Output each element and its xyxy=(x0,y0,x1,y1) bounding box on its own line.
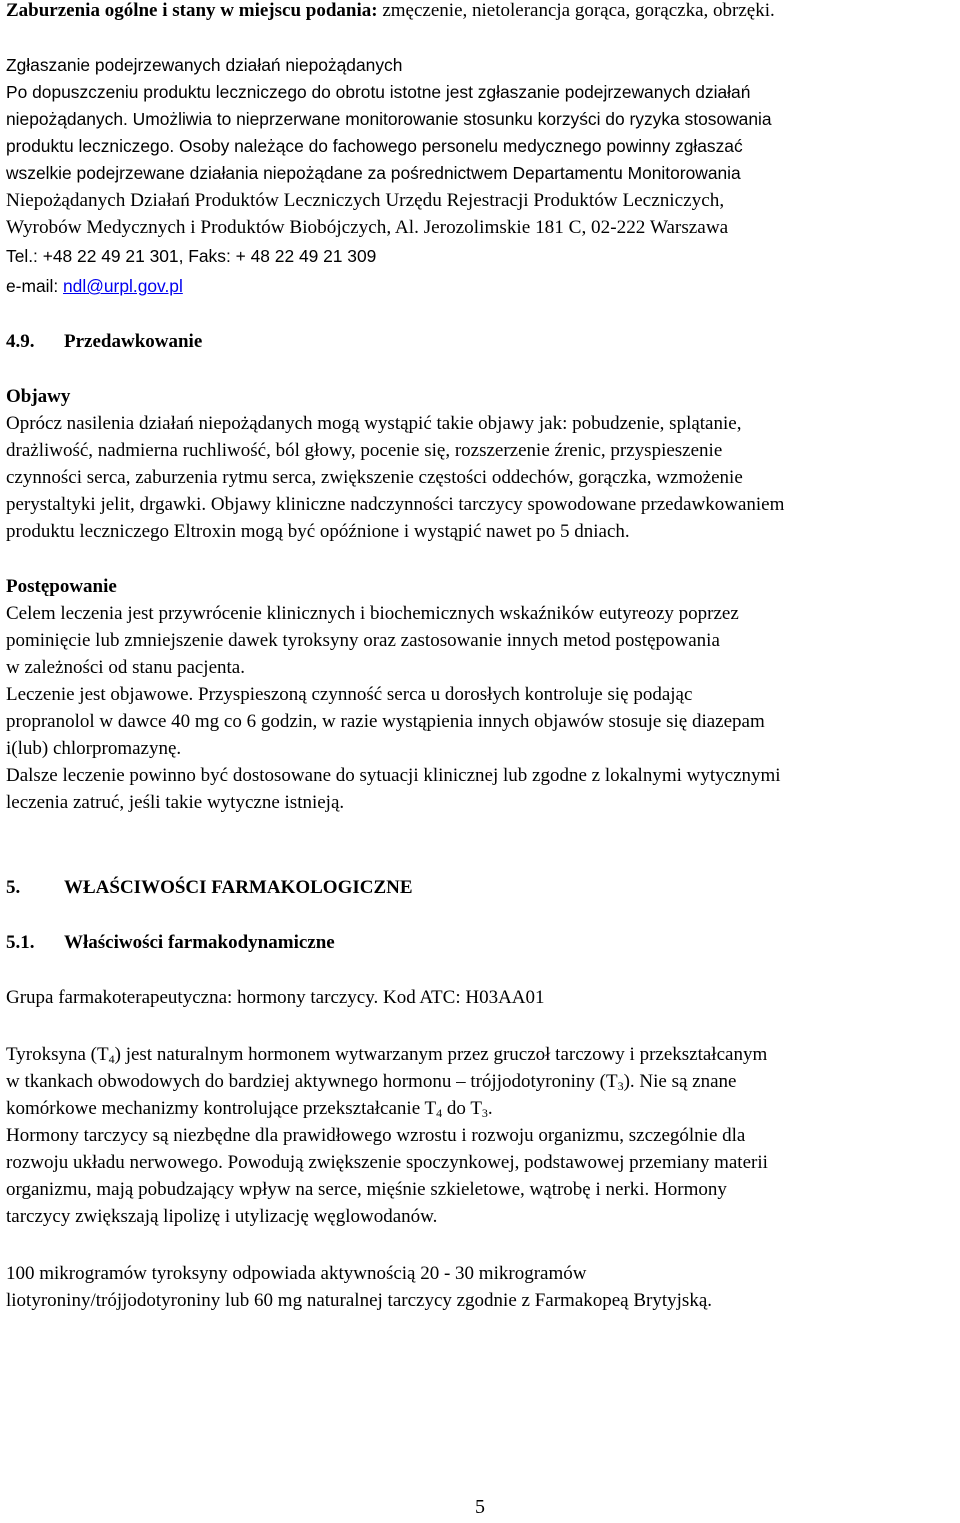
text-line xyxy=(6,1068,768,1095)
disorders-line xyxy=(6,0,775,24)
text-line: Hormony tarczycy są niezbędne dla prawidłowego wzrostu i rozwoju organizmu, szczególnie dla xyxy=(6,1125,746,1146)
reporting-title: Zgłaszanie podejrzewanych działań niepożądanych xyxy=(6,55,403,75)
text-line: perystaltyki jelit, drgawki. Objawy kliniczne nadczynności tarczycy spowodowane przedawkowaniem xyxy=(6,494,785,515)
management-paragraph xyxy=(6,600,781,816)
disorders-label: Zaburzenia ogólne i stany w miejscu podania: xyxy=(6,0,378,21)
text-run: . xyxy=(487,1098,493,1119)
subscript: 4 xyxy=(108,1052,115,1066)
text-line xyxy=(6,1041,768,1068)
reporting-line: Po dopuszczeniu produktu leczniczego do obrotu istotne jest zgłaszanie podejrzewanych działań xyxy=(6,82,751,102)
section-title: Właściwości farmakodynamiczne xyxy=(64,932,335,953)
text-run: ) jest naturalnym hormonem wytwarzanym przez gruczoł tarczowy i przekształcanym xyxy=(114,1044,768,1065)
text-run: ). Nie są znane xyxy=(623,1071,737,1092)
reporting-phone: Tel.: +48 22 49 21 301, Faks: + 48 22 49 21 309 xyxy=(6,246,377,266)
subscript: 3 xyxy=(617,1079,624,1093)
reporting-text: niepożądanych. xyxy=(6,109,133,129)
text-line: Celem leczenia jest przywrócenie klinicznych i biochemicznych wskaźników eutyreozy poprzez xyxy=(6,603,739,624)
equivalence-paragraph xyxy=(6,1260,712,1314)
section-number: 5. xyxy=(6,877,21,898)
reporting-contact xyxy=(6,241,376,301)
text-line: czynności serca, zaburzenia rytmu serca, zwiększenie częstości oddechów, gorączka, wzmożenie xyxy=(6,467,743,488)
text-line: produktu leczniczego Eltroxin mogą być opóźnione i wystąpić nawet po 5 dniach. xyxy=(6,521,630,542)
section-heading-5-1 xyxy=(6,929,335,956)
text-line: tarczycy zwiększają lipolizę i utylizację węglowodanów. xyxy=(6,1206,438,1227)
text-line: leczenia zatruć, jeśli takie wytyczne istnieją. xyxy=(6,792,345,813)
reporting-line xyxy=(6,133,772,160)
text-run: Tyroksyna (T xyxy=(6,1044,109,1065)
text-line: drażliwość, nadmierna ruchliwość, ból głowy, pocenie się, rozszerzenie źrenic, przyspieszenie xyxy=(6,440,723,461)
email-label: e-mail: xyxy=(6,276,64,296)
text-line: pominięcie lub zmniejszenie dawek tyroksyny oraz zastosowanie innych metod postępowania xyxy=(6,630,720,651)
text-line: w zależności od stanu pacjenta. xyxy=(6,657,245,678)
section-title: WŁAŚCIWOŚCI FARMAKOLOGICZNE xyxy=(64,877,413,898)
symptoms-title: Objawy xyxy=(6,386,71,407)
section-heading-4-9 xyxy=(6,328,202,355)
text-line: rozwoju układu nerwowego. Powodują zwiększenie spoczynkowej, podstawowej przemiany materii xyxy=(6,1152,768,1173)
text-line: Oprócz nasilenia działań niepożądanych mogą wystąpić takie objawy jak: pobudzenie, splątanie, xyxy=(6,413,742,434)
reporting-section xyxy=(6,52,772,187)
page-number: 5 xyxy=(475,1496,485,1518)
text-line: propranolol w dawce 40 mg co 6 godzin, w razie wystąpienia innych objawów stosuje się diazepam xyxy=(6,711,765,732)
text-line: i(lub) chlorpromazynę. xyxy=(6,738,182,759)
management-title: Postępowanie xyxy=(6,576,117,597)
section-number: 5.1. xyxy=(6,932,35,953)
reporting-line: Niepożądanych Działań Produktów Leczniczych Urzędu Rejestracji Produktów Leczniczych, xyxy=(6,190,725,211)
reporting-line: Wyrobów Medycznych i Produktów Biobójczych, Al. Jerozolimskie 181 C, 02-222 Warszawa xyxy=(6,217,729,238)
text-line: 100 mikrogramów tyroksyny odpowiada aktywnością 20 - 30 mikrogramów xyxy=(6,1263,587,1284)
section-title: Przedawkowanie xyxy=(64,331,203,352)
subscript: 4 xyxy=(436,1106,443,1120)
email-link[interactable]: ndl@urpl.gov.pl xyxy=(63,276,183,296)
disorders-text: zmęczenie, nietolerancja gorąca, gorączka, obrzęki. xyxy=(377,0,775,21)
reporting-text: Umożliwia to nieprzerwane monitorowanie stosunku korzyści do ryzyka stosowania xyxy=(132,109,772,129)
text-run: w tkankach obwodowych do bardziej aktywnego hormonu – trójjodotyroniny (T xyxy=(6,1071,618,1092)
reporting-email-line xyxy=(6,271,376,301)
text-line xyxy=(6,1095,768,1122)
text-line: Dalsze leczenie powinno być dostosowane do sytuacji klinicznej lub zgodne z lokalnymi wytycznymi xyxy=(6,765,781,786)
reporting-line xyxy=(6,106,772,133)
subscript: 3 xyxy=(481,1106,488,1120)
text-line: organizmu, mają pobudzający wpływ na serce, mięśnie szkieletowe, wątrobę i nerki. Hormony xyxy=(6,1179,727,1200)
text-line: liotyroniny/trójjodotyroniny lub 60 mg naturalnej tarczycy zgodnie z Farmakopeą Brytyjską. xyxy=(6,1290,712,1311)
text-run: do T xyxy=(442,1098,482,1119)
reporting-line: wszelkie podejrzewane działania niepożądane za pośrednictwem Departamentu Monitorowania xyxy=(6,163,741,183)
text-run: komórkowe mechanizmy kontrolujące przekształcanie T xyxy=(6,1098,437,1119)
reporting-text: produktu leczniczego. xyxy=(6,136,180,156)
thyroxine-paragraph xyxy=(6,1041,768,1230)
symptoms-paragraph xyxy=(6,410,784,545)
text-line: Leczenie jest objawowe. Przyspieszoną czynność serca u dorosłych kontroluje się podając xyxy=(6,684,693,705)
reporting-text: Osoby należące do fachowego personelu medycznego powinny zgłaszać xyxy=(179,136,743,156)
reporting-address xyxy=(6,187,728,241)
pharmacotherapeutic-group: Grupa farmakoterapeutyczna: hormony tarczycy. Kod ATC: H03AA01 xyxy=(6,987,545,1008)
section-heading-5 xyxy=(6,874,413,901)
section-number: 4.9. xyxy=(6,331,35,352)
